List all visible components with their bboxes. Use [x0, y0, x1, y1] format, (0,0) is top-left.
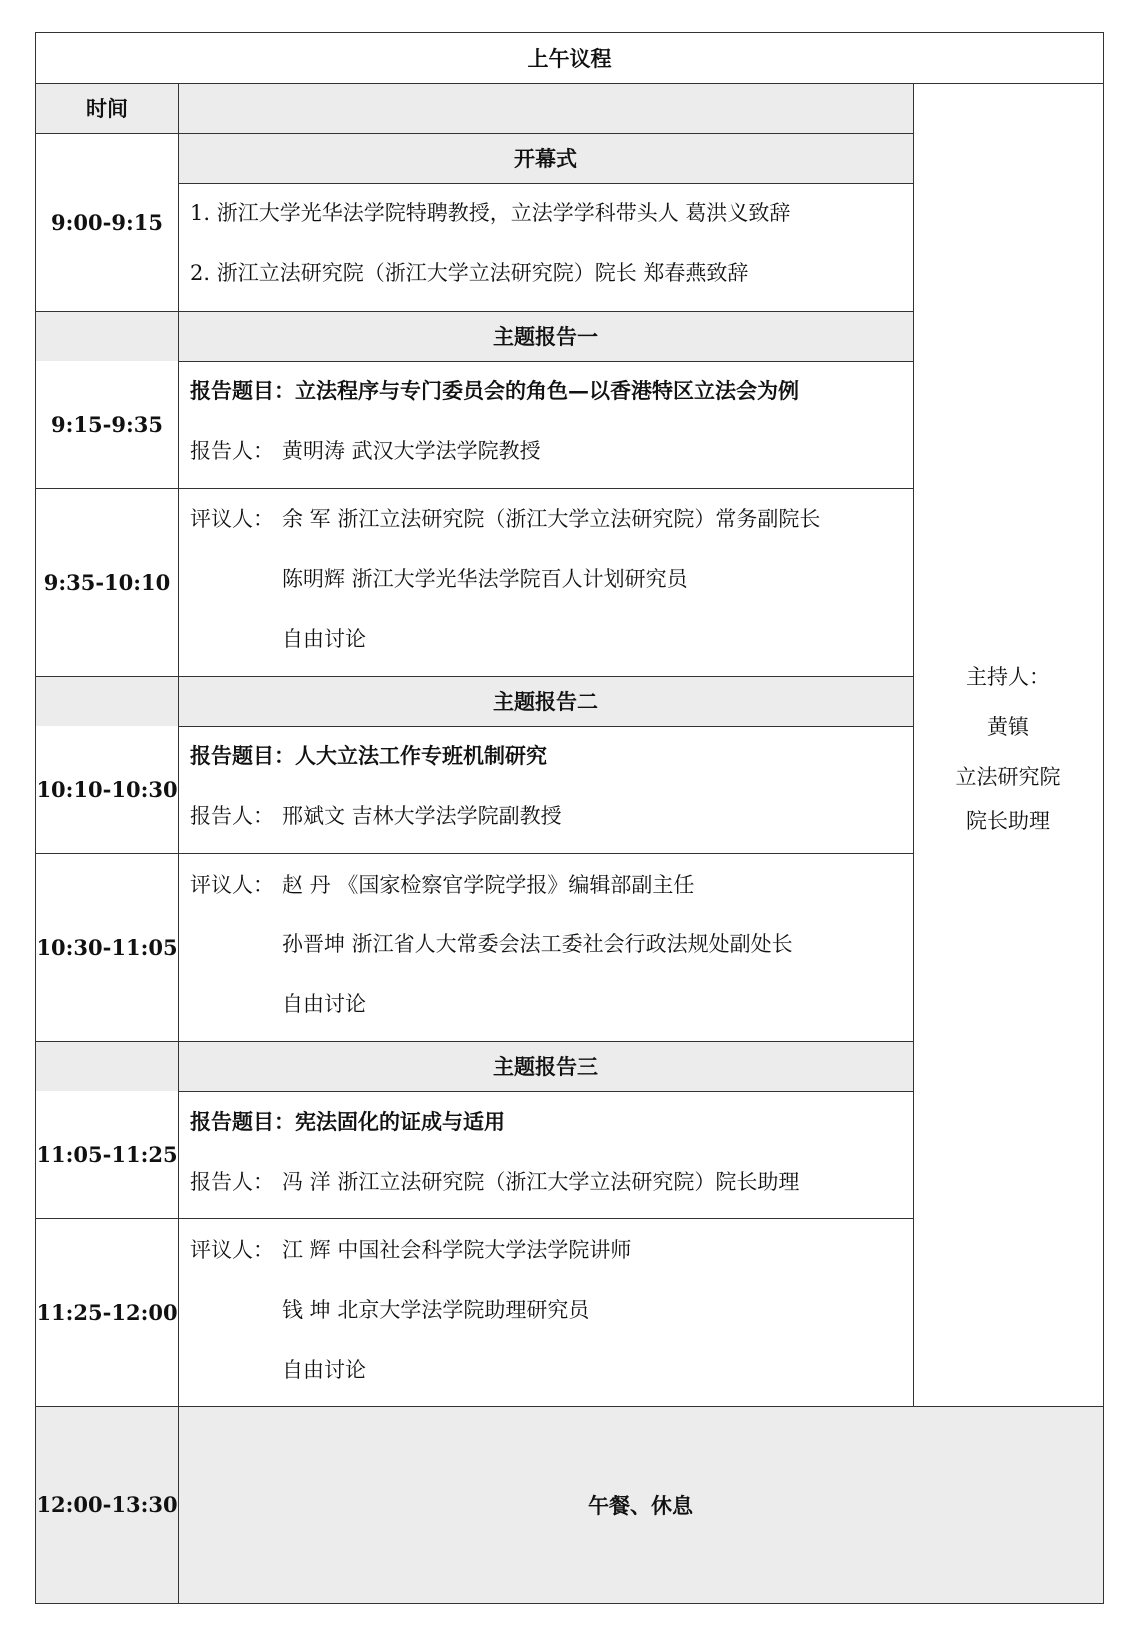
report2-reviewer: 孙晋坤 浙江省人大常委会法工委社会行政法规处副处长: [282, 932, 793, 956]
host-org: 立法研究院: [955, 765, 1061, 789]
lunch-time: 12:00-13:30: [36, 1492, 178, 1517]
report2-reviewer: 赵 丹 《国家检察官学院学报》编辑部副主任: [282, 873, 695, 897]
header-blank-bg: [178, 83, 913, 133]
report1-reviewer: 陈明辉 浙江大学光华法学院百人计划研究员: [282, 567, 688, 591]
report2-time: 10:10-10:30: [36, 777, 178, 802]
report3-reviewer: 钱 坤 北京大学法学院助理研究员: [282, 1298, 590, 1322]
report3-reviewer: 江 辉 中国社会科学院大学法学院讲师: [282, 1238, 632, 1262]
report1-left-bg: [36, 311, 178, 361]
report3-review-time: 11:25-12:00: [36, 1299, 178, 1325]
report2-heading: 主题报告二: [493, 689, 598, 714]
report1-speaker-label: 报告人：: [190, 439, 274, 463]
opening-item: 1. 浙江大学光华法学院特聘教授，立法学学科带头人 葛洪义致辞: [190, 201, 791, 225]
report2-reviewer-label: 评议人：: [190, 873, 274, 897]
opening-time: 9:00-9:15: [51, 209, 163, 235]
report2-topic: 报告题目：人大立法工作专班机制研究: [190, 743, 547, 768]
report2-speaker-label: 报告人：: [190, 804, 274, 828]
report3-heading: 主题报告三: [493, 1054, 598, 1079]
time-column-header: 时间: [86, 96, 128, 121]
report1-heading: 主题报告一: [493, 324, 598, 349]
report1-review-time: 9:35-10:10: [43, 569, 171, 595]
report1-speaker: 黄明涛 武汉大学法学院教授: [282, 439, 541, 463]
report1-reviewer: 余 军 浙江立法研究院（浙江大学立法研究院）常务副院长: [282, 507, 821, 531]
opening-item: 2. 浙江立法研究院（浙江大学立法研究院）院长 郑春燕致辞: [190, 261, 749, 285]
host-label: 主持人：: [966, 665, 1050, 689]
report1-reviewer-label: 评议人：: [190, 507, 274, 531]
report3-speaker: 冯 洋 浙江立法研究院（浙江大学立法研究院）院长助理: [282, 1170, 800, 1194]
report3-free-discussion: 自由讨论: [282, 1358, 366, 1382]
report3-left-bg: [36, 1041, 178, 1091]
report3-speaker-label: 报告人：: [190, 1170, 274, 1194]
report1-free-discussion: 自由讨论: [282, 627, 366, 651]
host-name: 黄镇: [987, 715, 1029, 739]
page-title: 上午议程: [527, 46, 612, 71]
agenda-table: [35, 32, 1104, 1604]
report3-topic: 报告题目：宪法固化的证成与适用: [190, 1109, 505, 1134]
report2-review-time: 10:30-11:05: [36, 934, 178, 960]
report3-reviewer-label: 评议人：: [190, 1238, 274, 1262]
report2-speaker: 邢斌文 吉林大学法学院副教授: [282, 804, 562, 828]
report2-free-discussion: 自由讨论: [282, 992, 366, 1016]
host-title: 院长助理: [966, 809, 1050, 833]
report2-left-bg: [36, 676, 178, 726]
opening-heading: 开幕式: [514, 146, 577, 171]
report3-time: 11:05-11:25: [36, 1142, 178, 1167]
report1-topic: 报告题目：立法程序与专门委员会的角色—以香港特区立法会为例: [190, 378, 799, 403]
report1-time: 9:15-9:35: [51, 412, 163, 437]
lunch-label: 午餐、休息: [588, 1492, 693, 1518]
